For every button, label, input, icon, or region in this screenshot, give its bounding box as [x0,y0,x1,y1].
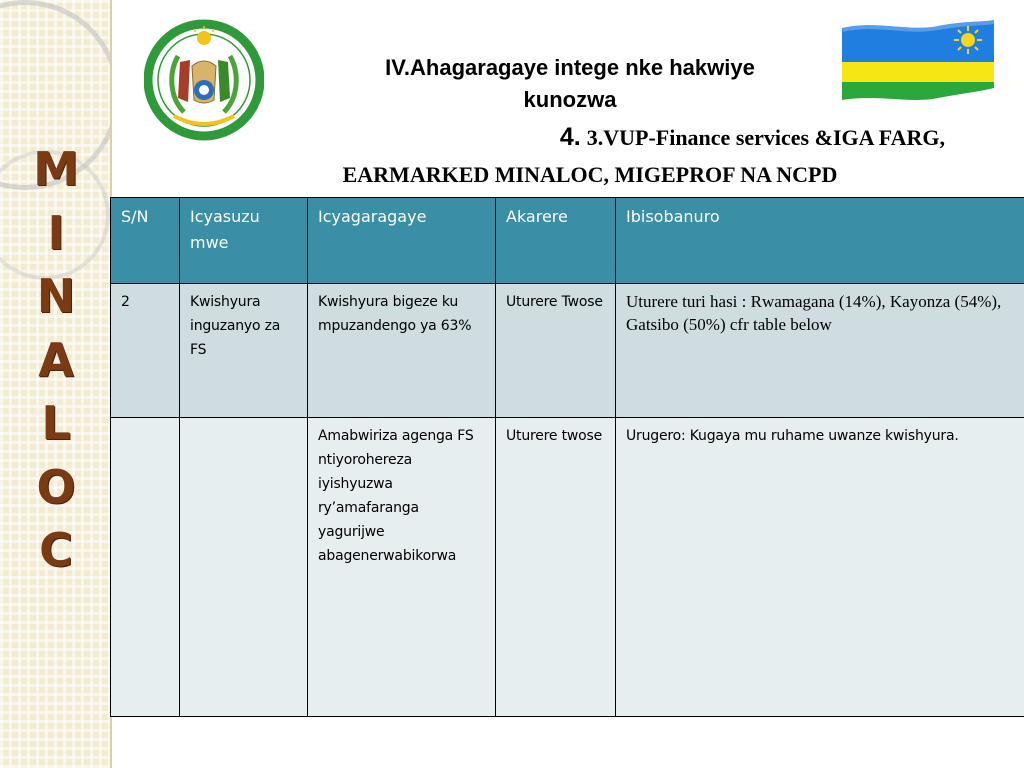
side-letter: M [33,142,79,196]
subtitle-line-2: EARMARKED MINALOC, MIGEPROF NA NCPD [342,162,838,187]
section-number: 4. [559,123,581,151]
cell-sn: 2 [111,284,180,418]
table-header-row [111,198,1024,284]
cell-akarere: Uturere twose [496,418,616,717]
cell-ibisobanuro: Uturere turi hasi : Rwamagana (14%), Kayonza (54%), Gatsibo (50%) cfr table below [616,284,1024,418]
column-header-sn: S/N [111,198,180,284]
cell-icyasuzumwe: Kwishyura inguzanyo za FS [180,284,308,418]
side-letter: A [38,332,74,387]
cell-akarere: Uturere Twose [496,284,616,418]
findings-table [110,197,1024,717]
section-subtitle [200,120,945,155]
cell-icyagaragaye: Kwishyura bigeze ku mpuzandengo ya 63% [308,284,496,418]
side-letter: L [41,396,71,450]
column-header-akarere: Akarere [496,198,616,284]
column-header-ibisobanuro: Ibisobanuro [616,198,1024,284]
side-letter: O [36,459,76,514]
side-letter: N [36,269,76,323]
minaloc-vertical-text [0,138,112,583]
side-decoration-strip [0,0,112,768]
table-row [111,418,1024,717]
table-row [111,284,1024,418]
subtitle-line-1: 3.VUP-Finance services &IGA FARG, [586,125,945,150]
slide-title [280,52,860,116]
side-letter: C [39,523,73,577]
cell-icyasuzumwe [180,418,308,717]
cell-ibisobanuro: Urugero: Kugaya mu ruhame uwanze kwishyura. [616,418,1024,717]
cell-sn [111,418,180,717]
rwanda-flag-icon [838,18,998,104]
side-letter: I [47,205,65,260]
column-header-icyasuzumwe: Icyasuzu mwe [180,198,308,284]
column-header-icyagaragaye: Icyagaragaye [308,198,496,284]
title-line-2: kunozwa [523,87,617,112]
title-line-1: IV.Ahagaragaye intege nke hakwiye [385,55,755,80]
cell-icyagaragaye: Amabwiriza agenga FS ntiyorohereza iyishyuzwa ry’amafaranga yagurijwe abagenerwabikorwa [308,418,496,717]
